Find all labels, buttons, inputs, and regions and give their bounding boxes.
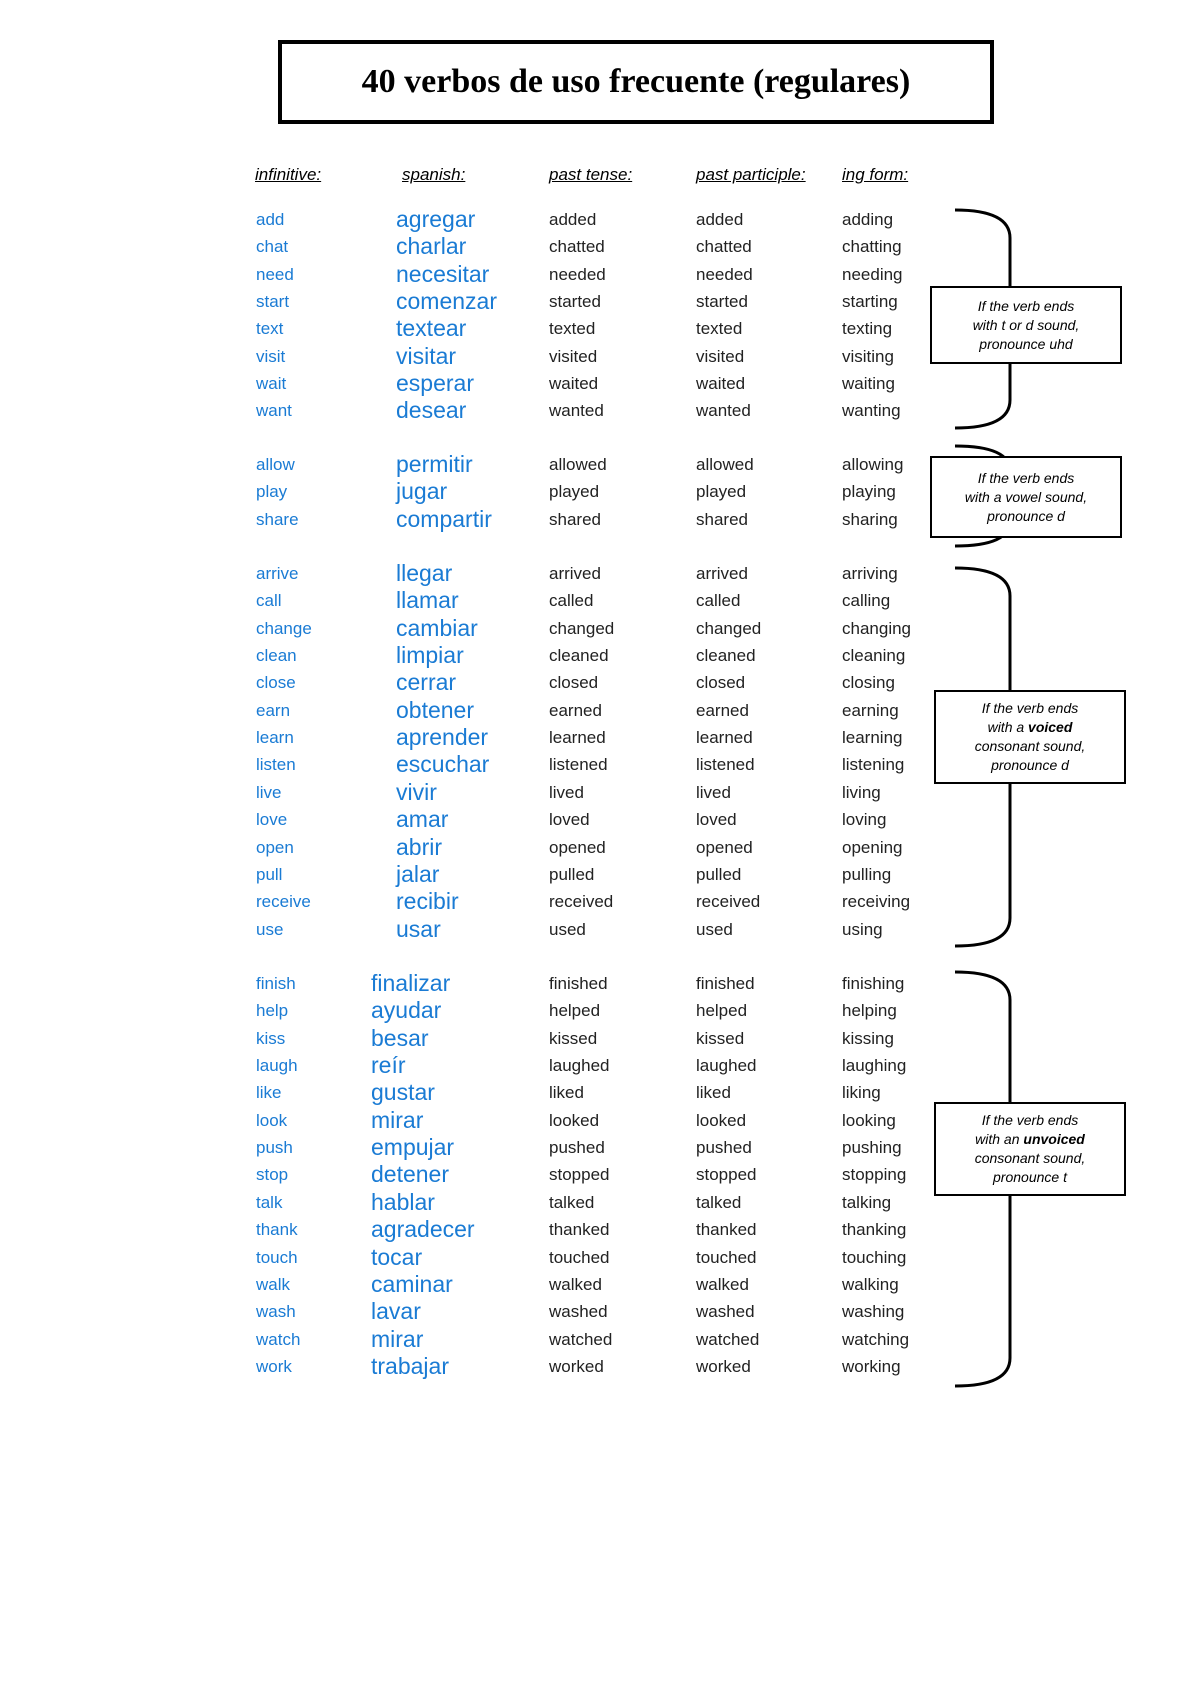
past-tense-cell: washed — [549, 1302, 608, 1322]
ing-form-cell: living — [842, 782, 881, 802]
infinitive-cell: live — [256, 782, 282, 802]
note-line: If the verb ends — [981, 700, 1079, 716]
ing-form-cell: learning — [842, 728, 903, 748]
note-box-unvoiced-consonant — [934, 1102, 1126, 1196]
past-tense-cell: pulled — [549, 864, 595, 884]
past-participle-cell: lived — [696, 782, 731, 802]
past-participle-cell: closed — [696, 673, 746, 693]
ing-form-cell: looking — [842, 1110, 896, 1130]
ing-form-cell: finishing — [842, 974, 905, 993]
spanish-cell: caminar — [371, 1270, 453, 1297]
ing-form-cell: listening — [842, 755, 905, 775]
past-participle-cell: changed — [696, 618, 762, 638]
infinitive-cell: work — [256, 1356, 292, 1376]
note-line: with a vowel sound, — [964, 488, 1088, 505]
note-line: If the verb ends — [981, 1112, 1079, 1128]
past-participle-cell: watched — [696, 1329, 760, 1349]
spanish-cell: agregar — [396, 206, 476, 232]
spanish-cell: necesitar — [396, 260, 490, 287]
past-tense-cell: arrived — [549, 564, 601, 583]
past-tense-cell: needed — [549, 264, 606, 284]
infinitive-cell: listen — [256, 755, 296, 775]
infinitive-cell: chat — [256, 237, 289, 257]
past-tense-cell: chatted — [549, 237, 605, 257]
infinitive-cell: watch — [256, 1329, 301, 1349]
infinitive-cell: kiss — [256, 1028, 286, 1048]
infinitive-cell: open — [256, 837, 294, 857]
spanish-cell: detener — [371, 1161, 450, 1188]
past-participle-cell: listened — [696, 755, 755, 775]
past-tense-cell: helped — [549, 1001, 601, 1021]
infinitive-cell: stop — [256, 1165, 289, 1185]
past-tense-cell: opened — [549, 837, 606, 857]
past-tense-cell: thanked — [549, 1220, 610, 1240]
spanish-cell: agradecer — [371, 1216, 475, 1243]
infinitive-cell: wait — [256, 374, 287, 394]
past-participle-cell: looked — [696, 1110, 747, 1130]
past-tense-cell: used — [549, 919, 586, 939]
past-tense-cell: received — [549, 892, 614, 912]
ing-form-cell: allowing — [842, 455, 904, 474]
ing-form-cell: visiting — [842, 346, 894, 366]
infinitive-cell: need — [256, 264, 294, 284]
infinitive-cell: change — [256, 618, 312, 638]
past-participle-cell: finished — [696, 974, 755, 993]
ing-form-cell: texting — [842, 319, 893, 339]
past-tense-cell: closed — [549, 673, 599, 693]
past-tense-cell: listened — [549, 755, 608, 775]
past-participle-cell: walked — [696, 1274, 749, 1294]
ing-form-cell: arriving — [842, 564, 898, 583]
note-line: consonant sound, — [974, 738, 1086, 754]
spanish-cell: mirar — [371, 1325, 424, 1352]
note-box-t-d-sound — [930, 286, 1122, 364]
past-participle-cell: called — [696, 591, 741, 611]
spanish-cell: empujar — [371, 1134, 455, 1161]
past-participle-cell: arrived — [696, 564, 748, 583]
past-participle-cell: received — [696, 892, 761, 912]
infinitive-cell: allow — [256, 455, 295, 474]
past-participle-cell: earned — [696, 700, 749, 720]
spanish-cell: amar — [396, 806, 449, 833]
ing-form-cell: playing — [842, 482, 896, 502]
spanish-cell: ayudar — [371, 997, 442, 1024]
infinitive-cell: wash — [256, 1302, 296, 1322]
infinitive-cell: start — [256, 292, 290, 312]
spanish-cell: trabajar — [371, 1352, 449, 1379]
note-text: with a — [987, 719, 1029, 735]
past-tense-cell: walked — [549, 1274, 602, 1294]
past-tense-cell: cleaned — [549, 646, 609, 666]
ing-form-cell: chatting — [842, 237, 902, 257]
spanish-cell: permitir — [396, 451, 473, 477]
past-tense-cell: watched — [549, 1329, 613, 1349]
spanish-cell: desear — [396, 397, 467, 424]
past-tense-cell: learned — [549, 728, 606, 748]
past-tense-cell: touched — [549, 1247, 610, 1267]
ing-form-cell: opening — [842, 837, 903, 857]
header-spanish: spanish: — [402, 165, 466, 184]
spanish-cell: obtener — [396, 696, 475, 723]
ing-form-cell: washing — [842, 1302, 905, 1322]
header-ing-form: ing form: — [842, 165, 909, 184]
spanish-cell: textear — [396, 315, 467, 342]
past-participle-cell: talked — [696, 1192, 742, 1212]
past-tense-cell: waited — [549, 374, 599, 394]
spanish-cell: aprender — [396, 724, 489, 751]
infinitive-cell: learn — [256, 728, 294, 748]
ing-form-cell: touching — [842, 1247, 907, 1267]
past-participle-cell: pulled — [696, 864, 742, 884]
ing-form-cell: needing — [842, 264, 903, 284]
infinitive-cell: touch — [256, 1247, 298, 1267]
ing-form-cell: talking — [842, 1192, 892, 1212]
note-line: If the verb ends — [977, 469, 1075, 486]
past-participle-cell: added — [696, 210, 744, 229]
past-tense-cell: texted — [549, 319, 596, 339]
infinitive-cell: want — [256, 401, 292, 421]
infinitive-cell: finish — [256, 974, 296, 993]
infinitive-cell: help — [256, 1001, 289, 1021]
ing-form-cell: using — [842, 919, 883, 939]
past-participle-cell: loved — [696, 810, 737, 830]
infinitive-cell: play — [256, 482, 288, 502]
infinitive-cell: like — [256, 1083, 282, 1103]
spanish-cell: charlar — [396, 233, 467, 260]
ing-form-cell: pulling — [842, 864, 892, 884]
spanish-cell: reír — [371, 1052, 406, 1079]
past-tense-cell: called — [549, 591, 594, 611]
past-tense-cell: visited — [549, 346, 598, 366]
note-emphasis: unvoiced — [1023, 1131, 1085, 1147]
past-tense-cell: talked — [549, 1192, 595, 1212]
spanish-cell: comenzar — [396, 288, 497, 315]
spanish-cell: cerrar — [396, 669, 457, 696]
infinitive-cell: clean — [256, 646, 297, 666]
note-text: with an — [975, 1131, 1024, 1147]
spanish-cell: usar — [396, 915, 441, 942]
note-emphasis: voiced — [1028, 719, 1073, 735]
ing-form-cell: stopping — [842, 1165, 907, 1185]
ing-form-cell: adding — [842, 210, 894, 229]
infinitive-cell: arrive — [256, 564, 299, 583]
spanish-cell: abrir — [396, 833, 443, 860]
past-participle-cell: chatted — [696, 237, 752, 257]
past-tense-cell: shared — [549, 509, 601, 529]
ing-form-cell: calling — [842, 591, 891, 611]
infinitive-cell: love — [256, 810, 288, 830]
spanish-cell: esperar — [396, 370, 474, 397]
ing-form-cell: cleaning — [842, 646, 906, 666]
note-line: pronounce uhd — [979, 335, 1073, 352]
note-box-voiced-consonant — [934, 690, 1126, 784]
ing-form-cell: closing — [842, 673, 895, 693]
spanish-cell: visitar — [396, 342, 457, 369]
ing-form-cell: wanting — [842, 401, 901, 421]
past-tense-cell: pushed — [549, 1138, 605, 1158]
spanish-cell: tocar — [371, 1243, 423, 1270]
past-participle-cell: helped — [696, 1001, 748, 1021]
infinitive-cell: use — [256, 919, 284, 939]
infinitive-cell: earn — [256, 700, 291, 720]
past-participle-cell: started — [696, 292, 748, 312]
past-participle-cell: used — [696, 919, 733, 939]
past-participle-cell: kissed — [696, 1028, 745, 1048]
past-participle-cell: texted — [696, 319, 743, 339]
past-tense-cell: played — [549, 482, 600, 502]
past-tense-cell: kissed — [549, 1028, 598, 1048]
infinitive-cell: talk — [256, 1192, 283, 1212]
past-participle-cell: touched — [696, 1247, 757, 1267]
ing-form-cell: working — [842, 1356, 901, 1376]
spanish-cell: vivir — [396, 778, 437, 805]
past-participle-cell: washed — [696, 1302, 755, 1322]
past-participle-cell: wanted — [696, 401, 751, 421]
note-line: pronounce d — [991, 757, 1069, 773]
header-past-tense: past tense: — [549, 165, 633, 184]
past-participle-cell: cleaned — [696, 646, 756, 666]
past-participle-cell: waited — [696, 374, 746, 394]
past-tense-cell: added — [549, 210, 597, 229]
note-line — [988, 718, 1073, 737]
past-tense-cell: wanted — [549, 401, 604, 421]
spanish-cell: mirar — [371, 1106, 424, 1133]
spanish-cell: gustar — [371, 1079, 435, 1106]
past-participle-cell: stopped — [696, 1165, 757, 1185]
note-line: with t or d sound, — [972, 316, 1080, 333]
ing-form-cell: laughing — [842, 1056, 907, 1076]
spanish-cell: escuchar — [396, 751, 490, 778]
infinitive-cell: push — [256, 1138, 293, 1158]
spanish-cell: hablar — [371, 1188, 435, 1215]
past-participle-cell: needed — [696, 264, 753, 284]
past-tense-cell: loved — [549, 810, 590, 830]
ing-form-cell: sharing — [842, 509, 898, 529]
past-participle-cell: shared — [696, 509, 748, 529]
page-title: 40 verbos de uso frecuente (regulares) — [361, 63, 911, 100]
spanish-cell: recibir — [396, 888, 459, 915]
header-infinitive: infinitive: — [255, 165, 322, 184]
past-tense-cell: looked — [549, 1110, 600, 1130]
past-participle-cell: liked — [696, 1083, 731, 1103]
infinitive-cell: visit — [256, 346, 286, 366]
infinitive-cell: call — [256, 591, 282, 611]
ing-form-cell: helping — [842, 1001, 897, 1021]
past-tense-cell: liked — [549, 1083, 584, 1103]
spanish-cell: besar — [371, 1024, 429, 1051]
ing-form-cell: receiving — [842, 892, 911, 912]
past-participle-cell: played — [696, 482, 747, 502]
past-participle-cell: visited — [696, 346, 745, 366]
ing-form-cell: loving — [842, 810, 887, 830]
past-tense-cell: finished — [549, 974, 608, 993]
ing-form-cell: watching — [842, 1329, 910, 1349]
infinitive-cell: pull — [256, 864, 283, 884]
spanish-cell: jalar — [396, 860, 440, 887]
ing-form-cell: thanking — [842, 1220, 907, 1240]
spanish-cell: lavar — [371, 1298, 421, 1325]
ing-form-cell: liking — [842, 1083, 881, 1103]
ing-form-cell: starting — [842, 292, 898, 312]
past-tense-cell: lived — [549, 782, 584, 802]
note-line: consonant sound, — [974, 1150, 1086, 1166]
past-tense-cell: worked — [549, 1356, 604, 1376]
infinitive-cell: thank — [256, 1220, 298, 1240]
past-participle-cell: opened — [696, 837, 753, 857]
past-participle-cell: laughed — [696, 1056, 757, 1076]
past-participle-cell: pushed — [696, 1138, 752, 1158]
infinitive-cell: share — [256, 509, 299, 529]
spanish-cell: llegar — [396, 560, 453, 586]
infinitive-cell: receive — [256, 892, 311, 912]
past-tense-cell: earned — [549, 700, 602, 720]
infinitive-cell: look — [256, 1110, 288, 1130]
spanish-cell: limpiar — [396, 642, 464, 669]
past-tense-cell: allowed — [549, 455, 607, 474]
ing-form-cell: earning — [842, 700, 899, 720]
note-line — [975, 1130, 1085, 1149]
past-participle-cell: learned — [696, 728, 753, 748]
past-tense-cell: laughed — [549, 1056, 610, 1076]
spanish-cell: compartir — [396, 505, 492, 532]
past-participle-cell: worked — [696, 1356, 751, 1376]
past-tense-cell: started — [549, 292, 601, 312]
infinitive-cell: laugh — [256, 1056, 298, 1076]
past-tense-cell: stopped — [549, 1165, 610, 1185]
infinitive-cell: add — [256, 210, 285, 229]
past-tense-cell: changed — [549, 618, 615, 638]
spanish-cell: llamar — [396, 587, 459, 614]
spanish-cell: cambiar — [396, 614, 478, 641]
note-line: If the verb ends — [977, 297, 1075, 314]
spanish-cell: jugar — [396, 478, 448, 505]
spanish-cell: finalizar — [371, 970, 451, 996]
note-box-vowel-sound — [930, 456, 1122, 538]
infinitive-cell: close — [256, 673, 296, 693]
header-past-participle: past participle: — [696, 165, 806, 184]
note-line: pronounce t — [993, 1169, 1067, 1185]
ing-form-cell: waiting — [842, 374, 895, 394]
past-participle-cell: allowed — [696, 455, 754, 474]
infinitive-cell: text — [256, 319, 284, 339]
ing-form-cell: changing — [842, 618, 912, 638]
infinitive-cell: walk — [256, 1274, 291, 1294]
past-participle-cell: thanked — [696, 1220, 757, 1240]
note-line: pronounce d — [987, 507, 1065, 524]
ing-form-cell: pushing — [842, 1138, 902, 1158]
ing-form-cell: walking — [842, 1274, 899, 1294]
ing-form-cell: kissing — [842, 1028, 894, 1048]
